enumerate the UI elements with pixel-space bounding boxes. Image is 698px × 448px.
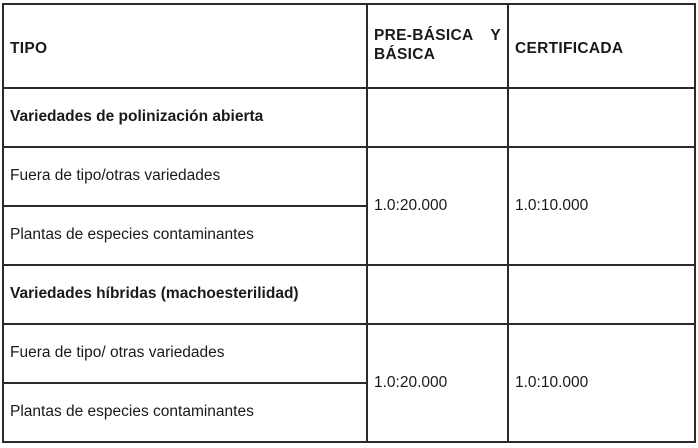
pre-basica-value: 1.0:20.000 [367, 324, 508, 442]
section-title: Variedades híbridas (machoesterilidad) [3, 265, 367, 324]
table-header-row [3, 4, 695, 88]
section-title: Variedades de polinización abierta [3, 88, 367, 147]
standards-table [2, 3, 696, 443]
certificada-value: 1.0:10.000 [508, 147, 695, 265]
pre-basica-value: 1.0:20.000 [367, 147, 508, 265]
certificada-value: 1.0:10.000 [508, 324, 695, 442]
section-row-hybrid [3, 265, 695, 324]
header-tipo: TIPO [3, 4, 367, 88]
row-type-label: Fuera de tipo/otras variedades [3, 147, 367, 206]
row-type-label: Plantas de especies contaminantes [3, 383, 367, 442]
header-pre-basica: PRE-BÁSICA Y BÁSICA [367, 4, 508, 88]
empty-cell [508, 265, 695, 324]
table-row [3, 147, 695, 206]
header-certificada: CERTIFICADA [508, 4, 695, 88]
empty-cell [367, 88, 508, 147]
table-row [3, 324, 695, 383]
empty-cell [367, 265, 508, 324]
row-type-label: Fuera de tipo/ otras variedades [3, 324, 367, 383]
empty-cell [508, 88, 695, 147]
section-row-open-pollinated [3, 88, 695, 147]
row-type-label: Plantas de especies contaminantes [3, 206, 367, 265]
